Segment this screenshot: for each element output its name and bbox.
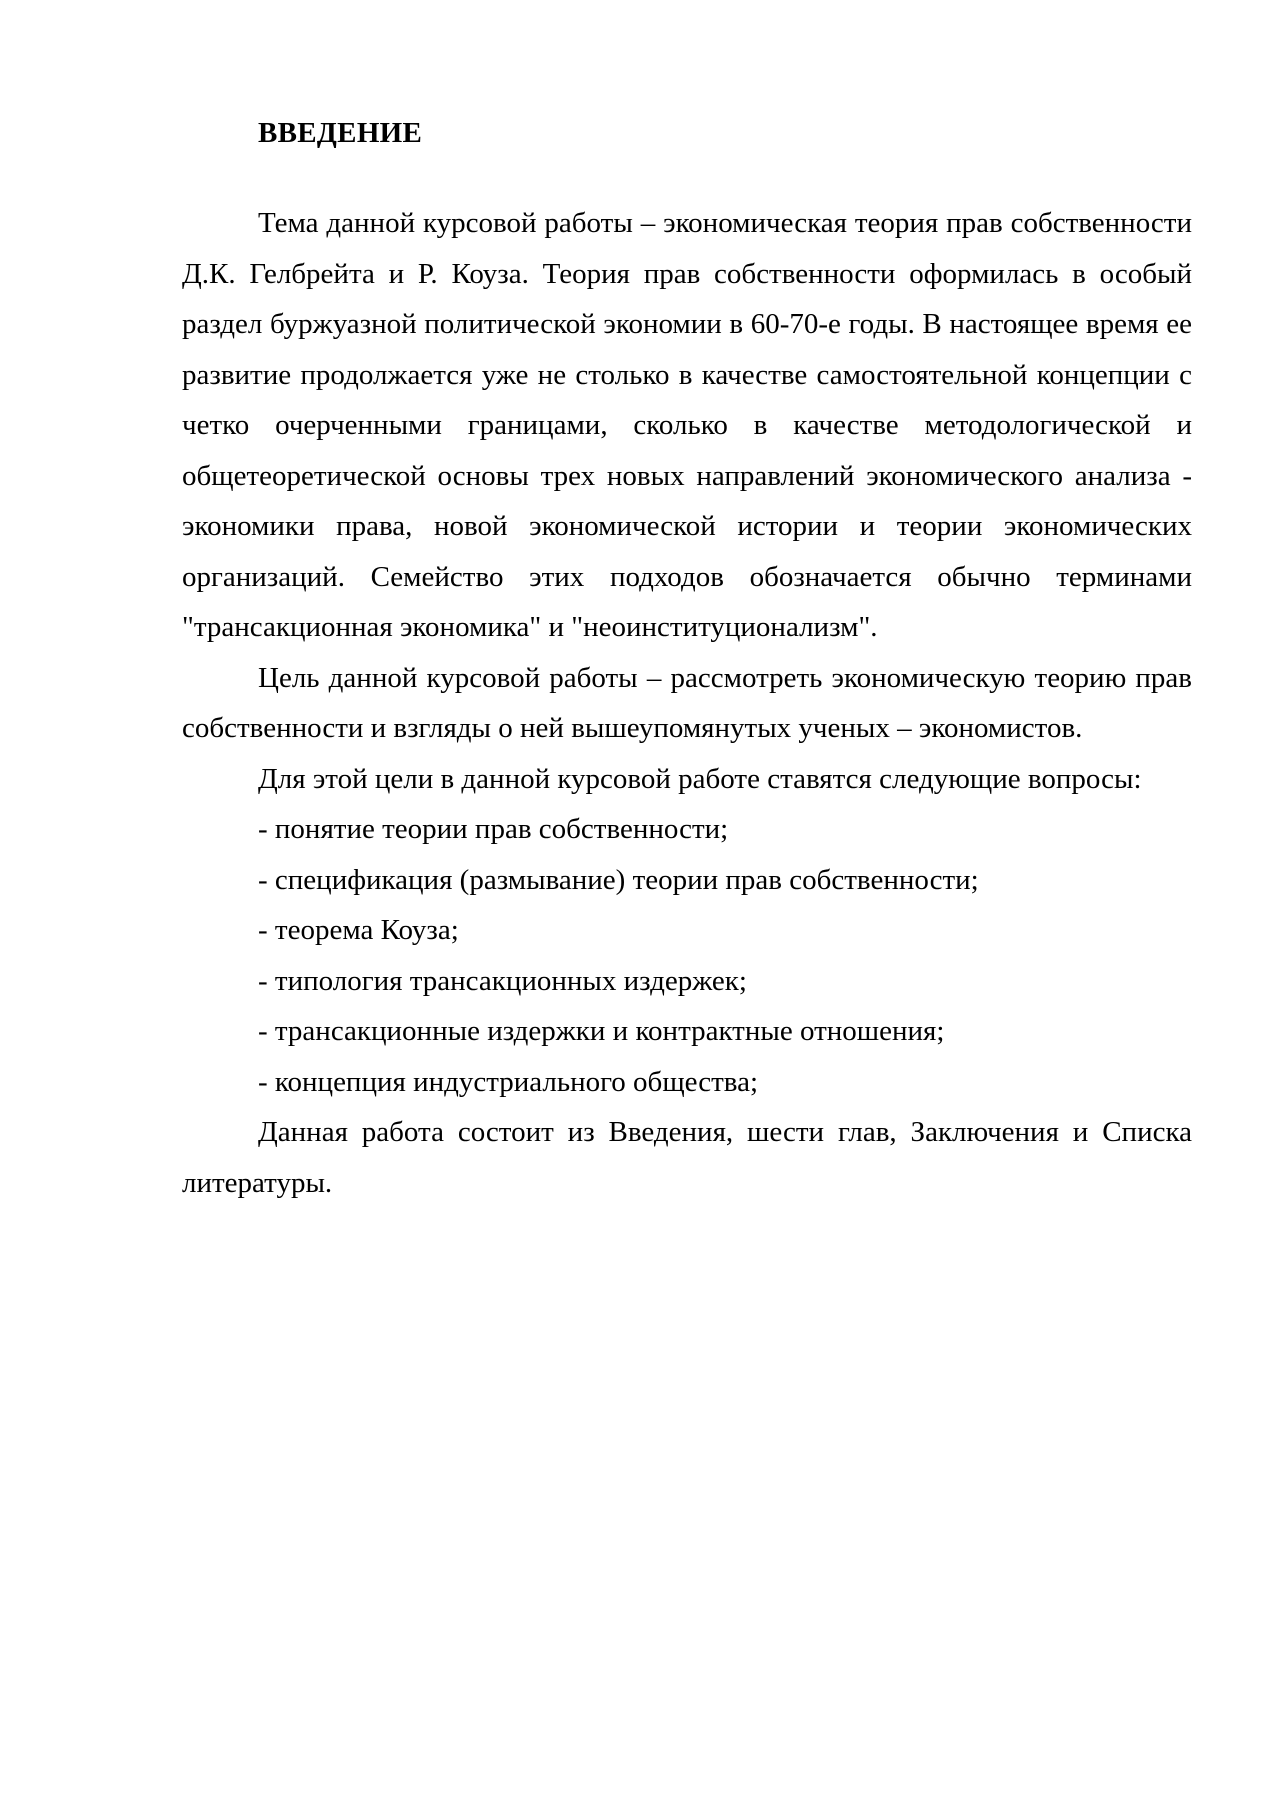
goal-paragraph: Цель данной курсовой работы – рассмотреть экономическую теорию прав собственности и взгляды о ней вышеупомянутых ученых – экономистов.: [182, 661, 1192, 744]
page-title: ВВЕДЕНИЕ: [258, 117, 423, 149]
questions-list: [182, 804, 1192, 1107]
list-item: - концепция индустриального общества;: [258, 1065, 759, 1098]
list-item: - спецификация (размывание) теории прав собственности;: [258, 863, 979, 896]
intro-paragraph: Тема данной курсовой работы – экономическая теория прав собственности Д.К. Гелбрейта и Р. Коуза. Теория прав собственности оформилась в особый раздел буржуазной политической экономии в 60-70-е годы. В настоящее время ее развитие продолжается уже не столько в качестве самостоятельной концепции с четко очерченными границами, сколько в качестве методологической и общетеоретической основы трех новых направлений экономического анализа - экономики права, новой экономической истории и теории экономических организаций. Семейство этих подходов обозначается обычно терминами "трансакционная экономика" и "неоинституционализм".: [182, 207, 1192, 643]
list-item: - теорема Коуза;: [258, 914, 459, 946]
structure-paragraph: Данная работа состоит из Введения, шести глав, Заключения и Списка литературы.: [182, 1116, 1192, 1199]
document-body: [182, 108, 1192, 1208]
list-item: - типология трансакционных издержек;: [258, 964, 747, 997]
questions-intro: Для этой цели в данной курсовой работе ставятся следующие вопросы:: [258, 762, 1142, 795]
list-item: - трансакционные издержки и контрактные отношения;: [258, 1015, 945, 1047]
list-item: - понятие теории прав собственности;: [258, 813, 729, 845]
